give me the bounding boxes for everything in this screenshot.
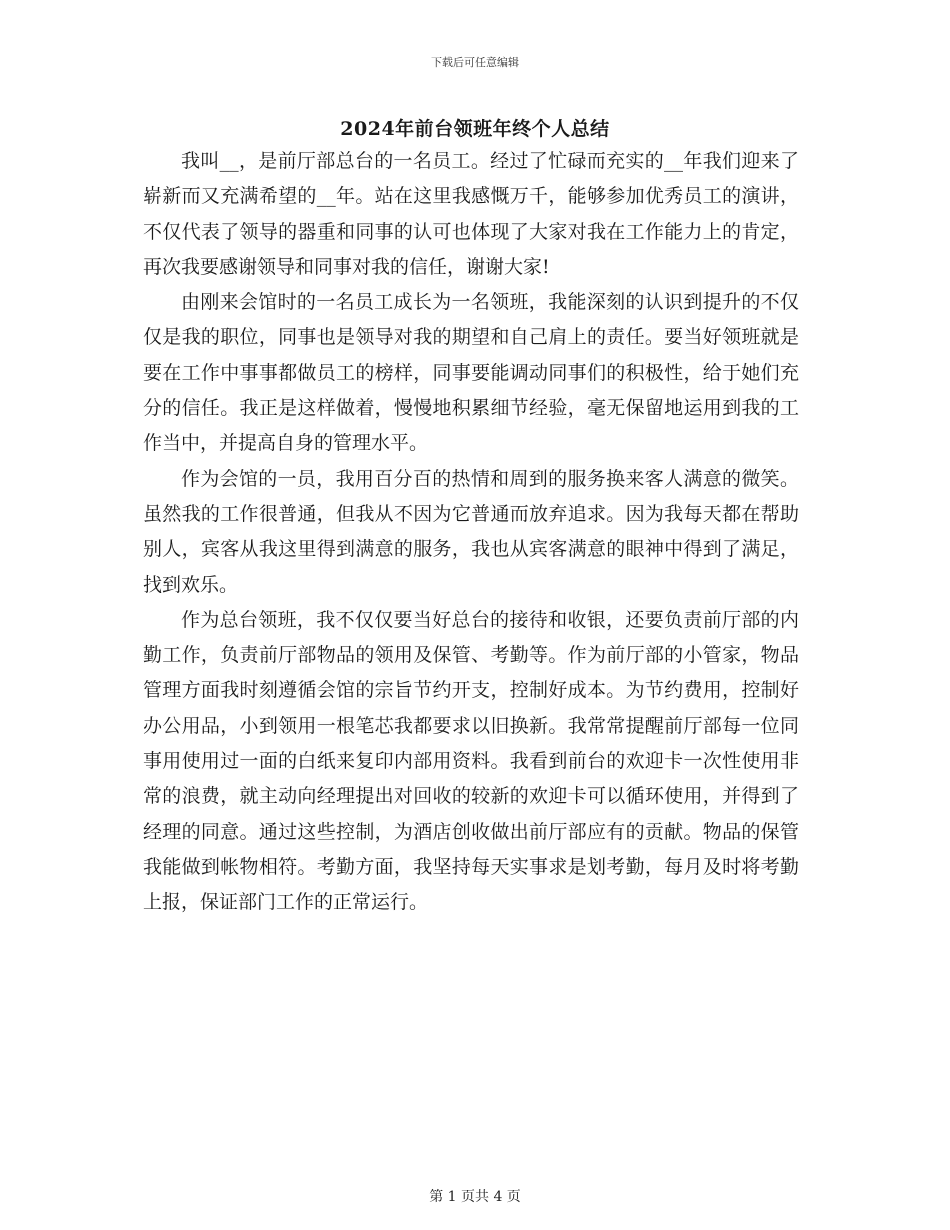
paragraph-3: 作为会馆的一员，我用百分百的热情和周到的服务换来客人满意的微笑。虽然我的工作很普通，但我从不因为它普通而放弃追求。因为我每天都在帮助别人，宾客从我这里得到满意的服务，我也从宾客满意的眼神中得到了满足，找到欢乐。 [143,467,799,596]
paragraph-1: 我叫__，是前厅部总台的一名员工。经过了忙碌而充实的__年我们迎来了崭新而又充满希望的__年。站在这里我感慨万千，能够参加优秀员工的演讲，不仅代表了领导的器重和同事的认可也体现了大家对我在工作能力上的肯定，再次我要感谢领导和同事对我的信任，谢谢大家! [143,150,799,278]
document-body [143,144,799,921]
header-note: 下载后可任意编辑 [431,56,519,69]
document-title: 2024年前台领班年终个人总结 [340,118,610,140]
paragraph-2: 由刚来会馆时的一名员工成长为一名领班，我能深刻的认识到提升的不仅仅是我的职位，同事也是领导对我的期望和自己肩上的责任。要当好领班就是要在工作中事事都做员工的榜样，同事要能调动同事们的积极性，给于她们充分的信任。我正是这样做着，慢慢地积累细节经验，毫无保留地运用到我的工作当中，并提高自身的管理水平。 [143,291,799,455]
page-number: 第 1 页共 4 页 [429,1189,521,1205]
paragraph-4: 作为总台领班，我不仅仅要当好总台的接待和收银，还要负责前厅部的内勤工作，负责前厅部物品的领用及保管、考勤等。作为前厅部的小管家，物品管理方面我时刻遵循会馆的宗旨节约开支，控制好成本。为节约费用，控制好办公用品，小到领用一根笔芯我都要求以旧换新。我常常提醒前厅部每一位同事用使用过一面的白纸来复印内部用资料。我看到前台的欢迎卡一次性使用非常的浪费，就主动向经理提出对回收的较新的欢迎卡可以循环使用，并得到了经理的同意。通过这些控制，为酒店创收做出前厅部应有的贡献。物品的保管我能做到帐物相符。考勤方面，我坚持每天实事求是划考勤，每月及时将考勤上报，保证部门工作的正常运行。 [143,608,799,914]
